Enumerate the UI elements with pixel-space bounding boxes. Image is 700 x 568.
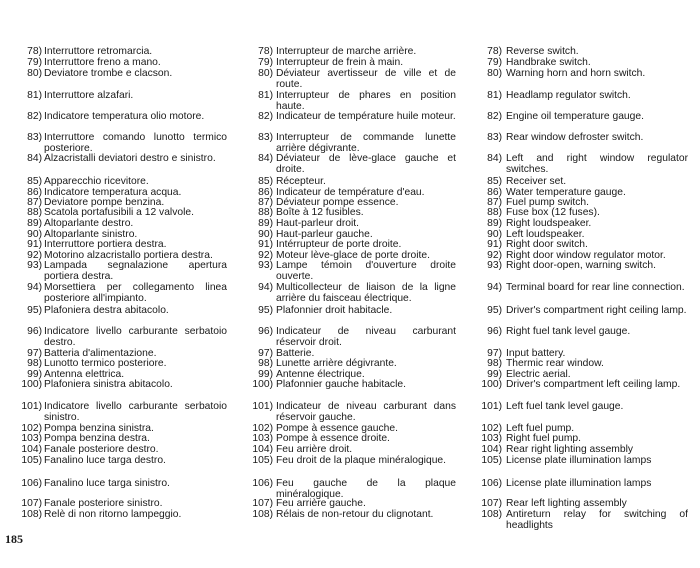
item-number: 90) bbox=[27, 229, 42, 240]
item-number: 79) bbox=[487, 57, 502, 68]
item-number: 87) bbox=[27, 197, 42, 208]
item-number: 83) bbox=[258, 132, 273, 143]
item-number: 101) bbox=[252, 401, 273, 412]
item-text: Fanale posteriore sinistro. bbox=[44, 498, 163, 509]
item-text: Déviateur avertisseur de ville et de route. bbox=[276, 68, 456, 90]
item-text: Lampe témoin d'ouverture droite ouverte. bbox=[276, 260, 456, 282]
item-number: 89) bbox=[258, 218, 273, 229]
item-number: 82) bbox=[487, 111, 502, 122]
item-text: Fanale posteriore destro. bbox=[44, 444, 159, 455]
item-text: Rear right lighting assembly bbox=[506, 444, 634, 455]
item-text: Driver's compartment left ceiling lamp. bbox=[506, 379, 681, 390]
item-text: Plafonnier gauche habitacle. bbox=[276, 379, 406, 390]
item-text: Antenne électrique. bbox=[276, 369, 365, 380]
item-text: Right door window regulator motor. bbox=[506, 250, 666, 261]
item-number: 94) bbox=[487, 282, 502, 293]
item-number: 100) bbox=[481, 379, 502, 390]
item-text: Interruttore alzafari. bbox=[44, 90, 134, 101]
item-text: Déviateur de lève-glace gauche et droite. bbox=[276, 153, 456, 175]
item-text: Left fuel pump. bbox=[506, 423, 575, 434]
item-number: 91) bbox=[258, 239, 273, 250]
item-text: Indicatore livello carburante serbatoio destro. bbox=[44, 326, 227, 348]
item-number: 96) bbox=[487, 326, 502, 337]
item-number: 86) bbox=[258, 187, 273, 198]
item-number: 108) bbox=[252, 509, 273, 520]
item-text: Indicatore temperatura olio motore. bbox=[44, 111, 205, 122]
item-text: Fanalino luce targa sinistro. bbox=[44, 478, 170, 489]
item-number: 80) bbox=[487, 68, 502, 79]
item-text: Récepteur. bbox=[276, 176, 326, 187]
item-number: 104) bbox=[252, 444, 273, 455]
item-text: Scatola portafusibili a 12 valvole. bbox=[44, 207, 194, 218]
item-text: Multicollecteur de liaison de la ligne arrière du faisceau électrique. bbox=[276, 282, 456, 304]
item-text: Pompa benzina destra. bbox=[44, 433, 150, 444]
item-number: 82) bbox=[27, 111, 42, 122]
item-text: Receiver set. bbox=[506, 176, 567, 187]
item-text: Left loudspeaker. bbox=[506, 229, 585, 240]
item-text: Plafoniera sinistra abitacolo. bbox=[44, 379, 173, 390]
item-number: 83) bbox=[27, 132, 42, 143]
item-number: 105) bbox=[252, 455, 273, 466]
item-text: Morsettiera per collegamento linea posteriore all'impianto. bbox=[44, 282, 227, 304]
item-text: Motorino alzacristallo portiera destra. bbox=[44, 250, 213, 261]
item-number: 95) bbox=[27, 305, 42, 316]
item-number: 89) bbox=[487, 218, 502, 229]
item-text: Interruttore freno a mano. bbox=[44, 57, 161, 68]
item-number: 103) bbox=[252, 433, 273, 444]
item-number: 104) bbox=[481, 444, 502, 455]
item-text: Interrupteur de marche arrière. bbox=[276, 46, 417, 57]
item-number: 105) bbox=[481, 455, 502, 466]
item-number: 102) bbox=[21, 423, 42, 434]
item-number: 106) bbox=[252, 478, 273, 489]
item-number: 95) bbox=[487, 305, 502, 316]
item-text: Indicateur de niveau carburant dans réservoir gauche. bbox=[276, 401, 456, 423]
item-number: 79) bbox=[258, 57, 273, 68]
item-text: Reverse switch. bbox=[506, 46, 579, 57]
item-text: Interrupteur de phares en position haute. bbox=[276, 90, 456, 112]
item-text: Indicateur de température d'eau. bbox=[276, 187, 425, 198]
item-text: Batteria d'alimentazione. bbox=[44, 348, 157, 359]
item-number: 90) bbox=[487, 229, 502, 240]
item-text: Indicatore livello carburante serbatoio sinistro. bbox=[44, 401, 227, 423]
item-number: 96) bbox=[27, 326, 42, 337]
item-number: 85) bbox=[27, 176, 42, 187]
item-text: Rear window defroster switch. bbox=[506, 132, 644, 143]
item-text: Feu arrière droit. bbox=[276, 444, 353, 455]
item-text: Haut-parleur droit. bbox=[276, 218, 359, 229]
item-number: 103) bbox=[481, 433, 502, 444]
item-number: 102) bbox=[481, 423, 502, 434]
item-number: 107) bbox=[252, 498, 273, 509]
item-text: Terminal board for rear line connection. bbox=[506, 282, 685, 293]
item-number: 102) bbox=[252, 423, 273, 434]
item-number: 99) bbox=[258, 369, 273, 380]
item-text: Feu arrière gauche. bbox=[276, 498, 366, 509]
item-text: Thermic rear window. bbox=[506, 358, 604, 369]
item-number: 87) bbox=[487, 197, 502, 208]
item-number: 101) bbox=[481, 401, 502, 412]
item-number: 84) bbox=[27, 153, 42, 164]
item-text: Apparecchio ricevitore. bbox=[44, 176, 149, 187]
item-number: 84) bbox=[258, 153, 273, 164]
item-text: Plafoniera destra abitacolo. bbox=[44, 305, 169, 316]
item-number: 97) bbox=[27, 348, 42, 359]
item-text: Altoparlante destro. bbox=[44, 218, 134, 229]
item-number: 83) bbox=[487, 132, 502, 143]
item-number: 92) bbox=[487, 250, 502, 261]
item-number: 89) bbox=[27, 218, 42, 229]
item-number: 87) bbox=[258, 197, 273, 208]
item-text: Right fuel pump. bbox=[506, 433, 581, 444]
item-text: Indicatore temperatura acqua. bbox=[44, 187, 182, 198]
item-text: Left fuel tank level gauge. bbox=[506, 401, 624, 412]
item-number: 106) bbox=[481, 478, 502, 489]
item-number: 105) bbox=[21, 455, 42, 466]
item-number: 93) bbox=[487, 260, 502, 271]
item-number: 93) bbox=[27, 260, 42, 271]
item-text: Feu droit de la plaque minéralogique. bbox=[276, 455, 447, 466]
item-number: 98) bbox=[27, 358, 42, 369]
item-text: Plafonnier droit habitacle. bbox=[276, 305, 393, 316]
item-text: Altoparlante sinistro. bbox=[44, 229, 138, 240]
item-number: 96) bbox=[258, 326, 273, 337]
item-number: 94) bbox=[27, 282, 42, 293]
item-number: 98) bbox=[258, 358, 273, 369]
item-number: 97) bbox=[487, 348, 502, 359]
item-text: Pompe à essence droite. bbox=[276, 433, 390, 444]
item-text: Warning horn and horn switch. bbox=[506, 68, 646, 79]
item-number: 78) bbox=[27, 46, 42, 57]
item-text: License plate illumination lamps bbox=[506, 478, 652, 489]
item-text: Indicateur de niveau carburant réservoir droit. bbox=[276, 326, 456, 348]
item-number: 99) bbox=[487, 369, 502, 380]
item-text: Input battery. bbox=[506, 348, 566, 359]
item-number: 88) bbox=[258, 207, 273, 218]
item-text: Left and right window regulator switches. bbox=[506, 153, 688, 175]
item-text: Water temperature gauge. bbox=[506, 187, 626, 198]
item-text: Deviatore pompe benzina. bbox=[44, 197, 165, 208]
item-number: 98) bbox=[487, 358, 502, 369]
item-number: 106) bbox=[21, 478, 42, 489]
item-text: Alzacristalli deviatori destro e sinistro. bbox=[44, 153, 216, 164]
item-number: 97) bbox=[258, 348, 273, 359]
item-text: Fuse box (12 fuses). bbox=[506, 207, 600, 218]
item-text: License plate illumination lamps bbox=[506, 455, 652, 466]
item-number: 95) bbox=[258, 305, 273, 316]
item-text: Pompe à essence gauche. bbox=[276, 423, 398, 434]
item-number: 107) bbox=[481, 498, 502, 509]
item-text: Interrupteur de commande lunette arrière dégivrante. bbox=[276, 132, 456, 154]
item-text: Rear left lighting assembly bbox=[506, 498, 627, 509]
item-number: 93) bbox=[258, 260, 273, 271]
item-text: Right fuel tank level gauge. bbox=[506, 326, 631, 337]
item-number: 107) bbox=[21, 498, 42, 509]
item-text: Feu gauche de la plaque minéralogique. bbox=[276, 478, 456, 500]
item-number: 92) bbox=[27, 250, 42, 261]
item-text: Right door switch. bbox=[506, 239, 588, 250]
item-number: 94) bbox=[258, 282, 273, 293]
item-text: Driver's compartment right ceiling lamp. bbox=[506, 305, 687, 316]
item-text: Lunette arrière dégivrante. bbox=[276, 358, 397, 369]
item-text: Déviateur pompe essence. bbox=[276, 197, 399, 208]
item-text: Interruttore comando lunotto termico posteriore. bbox=[44, 132, 227, 154]
item-text: Electric aerial. bbox=[506, 369, 571, 380]
item-number: 108) bbox=[481, 509, 502, 520]
item-text: Antireturn relay for switching of headlights bbox=[506, 509, 688, 531]
item-text: Fuel pump switch. bbox=[506, 197, 589, 208]
item-number: 78) bbox=[258, 46, 273, 57]
item-number: 81) bbox=[487, 90, 502, 101]
item-text: Right loudspeaker. bbox=[506, 218, 592, 229]
page-number: 185 bbox=[5, 532, 23, 546]
item-number: 81) bbox=[27, 90, 42, 101]
item-text: Engine oil temperature gauge. bbox=[506, 111, 644, 122]
item-number: 81) bbox=[258, 90, 273, 101]
item-text: Lampada segnalazione apertura portiera destra. bbox=[44, 260, 227, 282]
item-number: 86) bbox=[27, 187, 42, 198]
item-text: Lunotto termico posteriore. bbox=[44, 358, 167, 369]
item-text: Headlamp regulator switch. bbox=[506, 90, 631, 101]
item-number: 84) bbox=[487, 153, 502, 164]
item-number: 99) bbox=[27, 369, 42, 380]
item-text: Pompa benzina sinistra. bbox=[44, 423, 154, 434]
item-text: Indicateur de température huile moteur. bbox=[276, 111, 456, 122]
item-number: 85) bbox=[487, 176, 502, 187]
item-number: 88) bbox=[27, 207, 42, 218]
item-number: 101) bbox=[21, 401, 42, 412]
item-number: 88) bbox=[487, 207, 502, 218]
item-text: Haut-parleur gauche. bbox=[276, 229, 373, 240]
item-text: Interruttore portiera destra. bbox=[44, 239, 167, 250]
item-text: Interruttore retromarcia. bbox=[44, 46, 153, 57]
item-text: Antenna elettrica. bbox=[44, 369, 125, 380]
item-number: 104) bbox=[21, 444, 42, 455]
item-number: 86) bbox=[487, 187, 502, 198]
item-number: 82) bbox=[258, 111, 273, 122]
item-number: 78) bbox=[487, 46, 502, 57]
item-text: Rélais de non-retour du clignotant. bbox=[276, 509, 434, 520]
item-text: Interrupteur de frein à main. bbox=[276, 57, 404, 68]
item-number: 103) bbox=[21, 433, 42, 444]
item-number: 92) bbox=[258, 250, 273, 261]
item-text: Moteur lève-glace de porte droite. bbox=[276, 250, 430, 261]
item-text: Deviatore trombe e clacson. bbox=[44, 68, 173, 79]
item-text: Batterie. bbox=[276, 348, 315, 359]
item-number: 85) bbox=[258, 176, 273, 187]
item-number: 91) bbox=[487, 239, 502, 250]
item-text: Intérrupteur de porte droite. bbox=[276, 239, 402, 250]
item-text: Right door-open, warning switch. bbox=[506, 260, 656, 271]
item-number: 80) bbox=[258, 68, 273, 79]
item-number: 80) bbox=[27, 68, 42, 79]
item-text: Boîte à 12 fusibles. bbox=[276, 207, 364, 218]
item-text: Fanalino luce targa destro. bbox=[44, 455, 166, 466]
item-number: 108) bbox=[21, 509, 42, 520]
item-number: 91) bbox=[27, 239, 42, 250]
item-number: 90) bbox=[258, 229, 273, 240]
item-number: 100) bbox=[252, 379, 273, 390]
item-text: Handbrake switch. bbox=[506, 57, 591, 68]
item-text: Relè di non ritorno lampeggio. bbox=[44, 509, 182, 520]
item-number: 79) bbox=[27, 57, 42, 68]
item-number: 100) bbox=[21, 379, 42, 390]
